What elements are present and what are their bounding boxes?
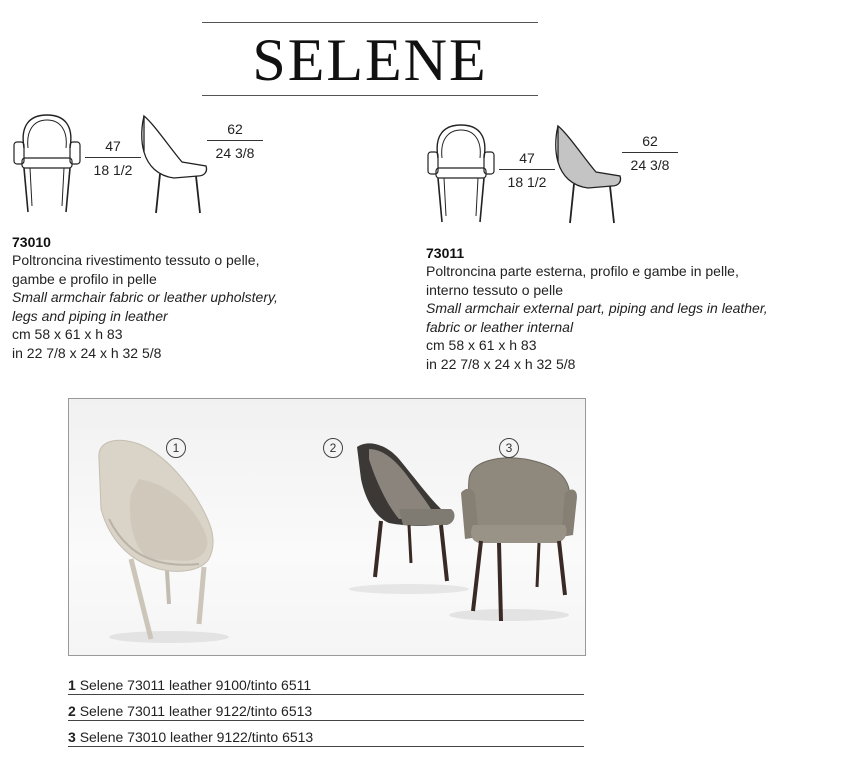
- chair-2-image: [357, 443, 454, 581]
- size-cm: cm 58 x 61 x h 83: [426, 337, 537, 353]
- product-code-73011: 73011: [426, 245, 465, 261]
- legend-text: Selene 73011 leather 9100/tinto 6511: [79, 677, 312, 693]
- legend-number: 1: [68, 677, 76, 693]
- photo-marker-2: 2: [323, 438, 343, 458]
- desc-it-line-2: gambe e profilo in pelle: [12, 270, 157, 287]
- depth-in-73011: 18 1/2: [507, 174, 547, 190]
- desc-it-line-1: Poltroncina parte esterna, profilo e gambe in pelle,: [426, 263, 739, 279]
- depth-cm-73010: 47: [105, 138, 121, 154]
- size-in: in 22 7/8 x 24 x h 32 5/8: [12, 344, 162, 361]
- legend-row-3: [68, 728, 584, 746]
- length-divider-73010: [207, 140, 263, 141]
- depth-divider-73011: [499, 169, 555, 170]
- depth-divider-73010: [85, 157, 141, 158]
- product-description-73010: [12, 251, 278, 362]
- legend-row-1: [68, 676, 584, 694]
- product-photo: [68, 398, 586, 656]
- desc-en-line-1: Small armchair external part, piping and legs in leather,: [426, 300, 768, 316]
- length-cm-73010: 62: [227, 121, 243, 137]
- depth-in-73010: 18 1/2: [93, 162, 133, 178]
- legend-text: Selene 73010 leather 9122/tinto 6513: [79, 729, 314, 745]
- page-title: SELENE: [252, 27, 488, 93]
- legend-divider: [68, 694, 584, 695]
- title-bottom-rule: [202, 95, 538, 96]
- legend-text: Selene 73011 leather 9122/tinto 6513: [79, 703, 313, 719]
- chair-front-drawing-73011: [424, 120, 499, 225]
- desc-it-line-1: Poltroncina rivestimento tessuto o pelle,: [12, 252, 260, 268]
- length-in-73010: 24 3/8: [215, 145, 255, 161]
- desc-en-line-1: Small armchair fabric or leather upholstery,: [12, 289, 278, 305]
- legend-divider: [68, 720, 584, 721]
- desc-en-line-2: legs and piping in leather: [12, 307, 168, 324]
- product-code-73010: 73010: [12, 234, 51, 250]
- chair-1-image: [99, 440, 213, 639]
- desc-en-line-2: fabric or leather internal: [426, 318, 574, 335]
- legend-number: 2: [68, 703, 76, 719]
- legend-row-2: [68, 702, 584, 720]
- chair-front-drawing-73010: [10, 110, 85, 215]
- legend-number: 3: [68, 729, 76, 745]
- size-cm: cm 58 x 61 x h 83: [12, 326, 123, 342]
- legend-divider: [68, 746, 584, 747]
- length-divider-73011: [622, 152, 678, 153]
- photo-marker-3: 3: [499, 438, 519, 458]
- title-top-rule: [202, 22, 538, 23]
- length-in-73011: 24 3/8: [630, 157, 670, 173]
- desc-it-line-2: interno tessuto o pelle: [426, 281, 563, 298]
- size-in: in 22 7/8 x 24 x h 32 5/8: [426, 355, 576, 372]
- product-description-73011: [426, 262, 768, 373]
- length-cm-73011: 62: [642, 133, 658, 149]
- depth-cm-73011: 47: [519, 150, 535, 166]
- photo-marker-1: 1: [166, 438, 186, 458]
- chair-3-image: [461, 458, 577, 621]
